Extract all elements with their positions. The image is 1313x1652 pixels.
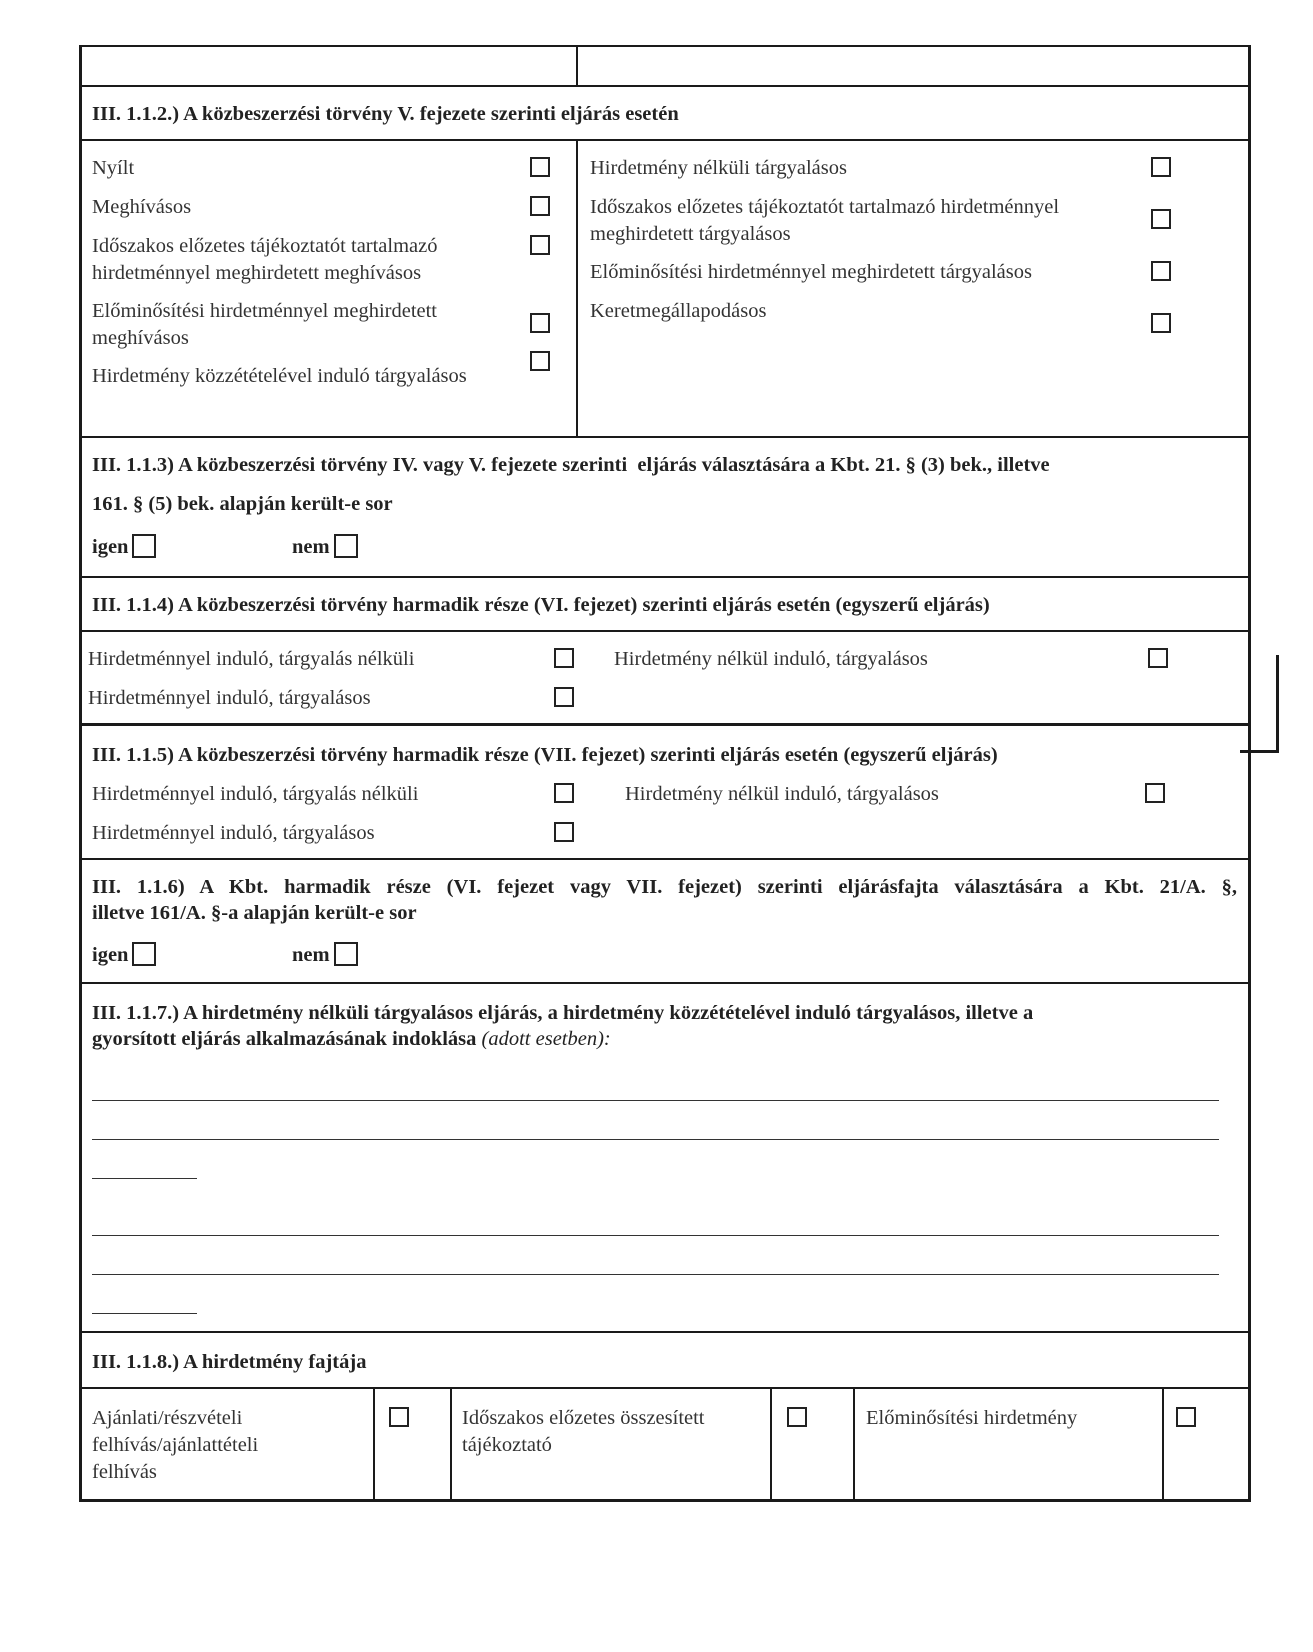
cell-divider bbox=[373, 1389, 375, 1499]
cell-divider bbox=[1162, 1389, 1164, 1499]
option-label: Előminősítési hirdetménnyel meghirdetett tárgyalásos bbox=[590, 261, 1032, 283]
option-checkbox[interactable] bbox=[530, 351, 550, 371]
section-116-heading-line2: illetve 161/A. §-a alapján került-e sor bbox=[92, 902, 417, 924]
section-118-heading: III. 1.1.8.) A hirdetmény fajtája bbox=[92, 1351, 367, 1373]
procurement-form bbox=[79, 45, 1251, 1502]
no-option bbox=[292, 534, 358, 561]
yes-option bbox=[92, 942, 156, 969]
section-117-heading-line2 bbox=[92, 1026, 611, 1053]
justification-line[interactable] bbox=[92, 1100, 1219, 1101]
option-label: Nyílt bbox=[92, 157, 135, 179]
option-checkbox[interactable] bbox=[530, 157, 550, 177]
option-label: Időszakos előzetes tájékoztatót tartalmazó hirdetménnyel meghirdetett tárgyalásos bbox=[590, 196, 1060, 245]
option-label: Hirdetmény nélkül induló, tárgyalásos bbox=[614, 648, 928, 670]
cell-divider bbox=[450, 1389, 452, 1499]
border-fragment bbox=[1240, 750, 1279, 753]
section-114-options bbox=[82, 632, 1248, 726]
option-checkbox[interactable] bbox=[554, 648, 574, 668]
cell-divider bbox=[770, 1389, 772, 1499]
section-113 bbox=[82, 438, 1248, 578]
section-116-heading-line1: III. 1.1.6) A Kbt. harmadik része (VI. fejezet vagy VII. fejezet) szerinti eljárásfajta választására a Kbt. 21/A. §, bbox=[92, 876, 1237, 898]
justification-line[interactable] bbox=[92, 1274, 1219, 1275]
option-checkbox[interactable] bbox=[554, 822, 574, 842]
option-label: Előminősítési hirdetménnyel meghirdetett meghívásos bbox=[92, 300, 438, 349]
no-option bbox=[292, 942, 358, 969]
section-113-heading-line2: 161. § (5) bek. alapján került-e sor bbox=[92, 493, 393, 515]
option-label: Hirdetménnyel induló, tárgyalás nélküli bbox=[92, 783, 419, 805]
option-label: Meghívásos bbox=[92, 196, 192, 218]
section-117-heading-text: gyorsított eljárás alkalmazásának indoklása bbox=[92, 1028, 477, 1050]
option-checkbox[interactable] bbox=[554, 687, 574, 707]
top-empty-row bbox=[82, 47, 1248, 87]
section-115-heading: III. 1.1.5) A közbeszerzési törvény harmadik része (VII. fejezet) szerinti eljárás esetén (egyszerű eljárás) bbox=[92, 744, 998, 766]
option-label: Hirdetmény nélkül induló, tárgyalásos bbox=[625, 783, 939, 805]
section-112-options bbox=[82, 141, 1248, 438]
option-label: Időszakos előzetes összesített tájékoztató bbox=[462, 1407, 705, 1456]
no-checkbox[interactable] bbox=[334, 942, 358, 966]
section-114-header bbox=[82, 578, 1248, 632]
yes-checkbox[interactable] bbox=[132, 942, 156, 966]
no-label: nem bbox=[292, 944, 330, 966]
yes-label: igen bbox=[92, 536, 129, 558]
section-114-heading: III. 1.1.4) A közbeszerzési törvény harmadik része (VI. fejezet) szerinti eljárás esetén (egyszerű eljárás) bbox=[92, 594, 990, 616]
justification-line[interactable] bbox=[92, 1313, 197, 1314]
justification-line[interactable] bbox=[92, 1235, 1219, 1236]
no-checkbox[interactable] bbox=[334, 534, 358, 558]
section-118-options bbox=[82, 1389, 1248, 1499]
section-112-header bbox=[82, 87, 1248, 141]
column-divider bbox=[576, 141, 578, 436]
option-checkbox[interactable] bbox=[1145, 783, 1165, 803]
option-label: Időszakos előzetes tájékoztatót tartalmazó hirdetménnyel meghirdetett meghívásos bbox=[92, 235, 438, 284]
option-checkbox[interactable] bbox=[1148, 648, 1168, 668]
option-checkbox[interactable] bbox=[389, 1407, 409, 1427]
section-113-heading-line1: III. 1.1.3) A közbeszerzési törvény IV. vagy V. fejezete szerinti eljárás választására a Kbt. 21. § (3) bek., illetve bbox=[92, 454, 1050, 476]
option-checkbox[interactable] bbox=[530, 196, 550, 216]
option-label: Hirdetménnyel induló, tárgyalásos bbox=[92, 822, 375, 844]
option-label: Hirdetmény közzétételével induló tárgyalásos bbox=[92, 365, 467, 387]
yes-checkbox[interactable] bbox=[132, 534, 156, 558]
section-115 bbox=[82, 726, 1248, 860]
section-118-header bbox=[82, 1333, 1248, 1389]
option-checkbox[interactable] bbox=[530, 313, 550, 333]
section-112-heading: III. 1.1.2.) A közbeszerzési törvény V. fejezete szerinti eljárás esetén bbox=[92, 103, 679, 125]
option-checkbox[interactable] bbox=[530, 235, 550, 255]
section-116 bbox=[82, 860, 1248, 984]
option-checkbox[interactable] bbox=[1151, 209, 1171, 229]
yes-option bbox=[92, 534, 156, 561]
justification-line[interactable] bbox=[92, 1139, 1219, 1140]
cell-divider bbox=[853, 1389, 855, 1499]
option-checkbox[interactable] bbox=[1151, 261, 1171, 281]
no-label: nem bbox=[292, 536, 330, 558]
option-checkbox[interactable] bbox=[1151, 157, 1171, 177]
column-divider bbox=[576, 47, 578, 85]
justification-line[interactable] bbox=[92, 1178, 197, 1179]
option-checkbox[interactable] bbox=[1176, 1407, 1196, 1427]
option-label: Előminősítési hirdetmény bbox=[866, 1407, 1078, 1429]
section-117-heading-line1: III. 1.1.7.) A hirdetmény nélküli tárgyalásos eljárás, a hirdetmény közzétételével induló tárgyalásos, illetve a bbox=[92, 1002, 1034, 1024]
option-label: Hirdetménnyel induló, tárgyalásos bbox=[88, 687, 371, 709]
border-fragment bbox=[1276, 655, 1279, 753]
section-117 bbox=[82, 984, 1248, 1333]
option-label: Keretmegállapodásos bbox=[590, 300, 767, 322]
option-label: Hirdetmény nélküli tárgyalásos bbox=[590, 157, 847, 179]
option-label: Hirdetménnyel induló, tárgyalás nélküli bbox=[88, 648, 415, 670]
option-label: Ajánlati/részvételi felhívás/ajánlattételi felhívás bbox=[92, 1407, 259, 1483]
yes-label: igen bbox=[92, 944, 129, 966]
option-checkbox[interactable] bbox=[1151, 313, 1171, 333]
option-checkbox[interactable] bbox=[554, 783, 574, 803]
option-checkbox[interactable] bbox=[787, 1407, 807, 1427]
section-117-note: (adott esetben): bbox=[481, 1028, 611, 1050]
